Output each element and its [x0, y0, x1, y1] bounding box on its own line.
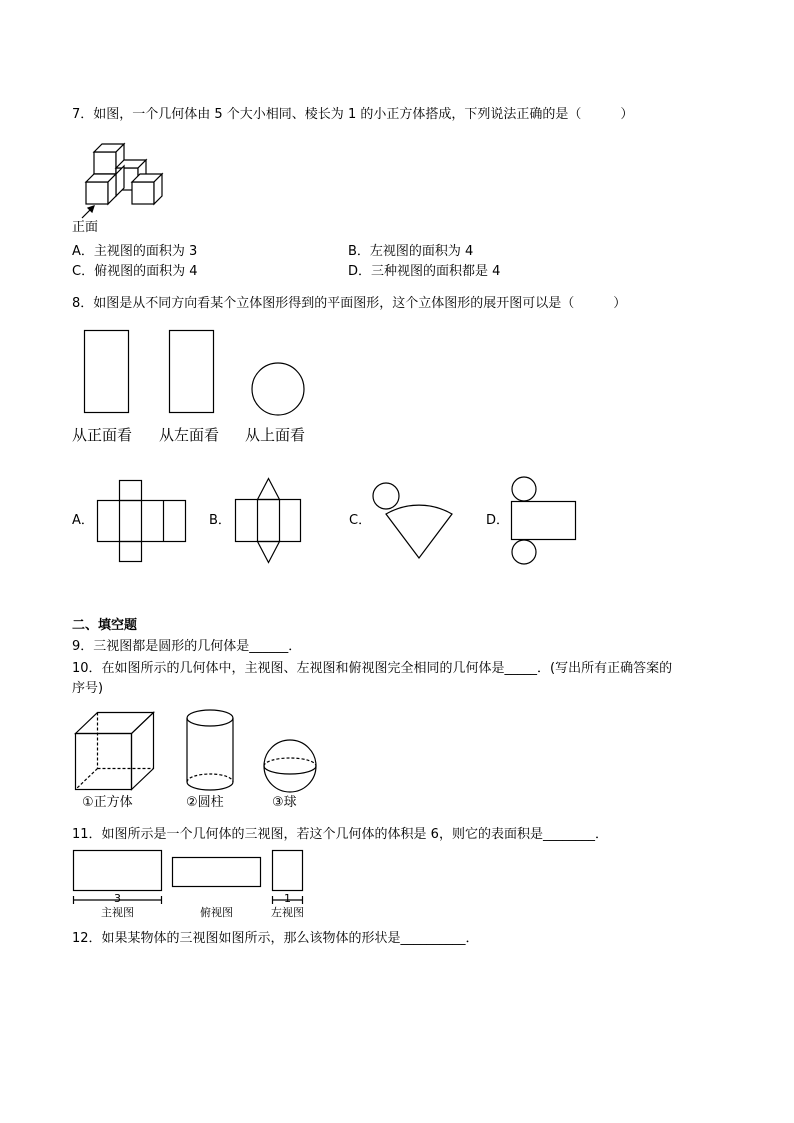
- q9-stem: 9．三视图都是圆形的几何体是______．: [72, 639, 302, 654]
- q7-stem: 7．如图，一个几何体由 5 个大小相同、棱长为 1 的小正方体搭成，下列说法正确的是（ ）: [72, 107, 634, 122]
- q10-cube-figure: [74, 711, 156, 793]
- q10-stem-line2: 序号): [72, 681, 104, 696]
- q10-sphere-label: ③球: [272, 795, 297, 810]
- q8-stem: 8．如图是从不同方向看某个立体图形得到的平面图形，这个立体图形的展开图可以是（ ）: [72, 296, 627, 311]
- section-2-title: 二、填空题: [72, 618, 138, 633]
- q10-cube-label: ①正方体: [82, 795, 133, 810]
- q8-option-a-net: [97, 480, 187, 562]
- q10-stem-line1: 10．在如图所示的几何体中，主视图、左视图和俯视图完全相同的几何体是_____．(写出所有正确答案的: [72, 661, 673, 676]
- q7-option-d: D．三种视图的面积都是 4: [348, 264, 501, 279]
- q8-left-view-rect: [169, 330, 215, 414]
- q8-option-b-label: B．: [209, 513, 231, 528]
- q11-top-view-figure: [172, 857, 264, 889]
- q7-front-label: 正面: [72, 220, 99, 235]
- q7-option-a: A．主视图的面积为 3: [72, 244, 198, 259]
- q12-stem: 12．如果某物体的三视图如图所示，那么该物体的形状是__________．: [72, 931, 479, 946]
- q8-view-front-label: 从正面看: [72, 426, 133, 444]
- q8-option-d-net: [509, 476, 579, 566]
- q10-sphere-figure: [262, 738, 318, 794]
- q11-left-view-label: 左视图: [271, 906, 304, 919]
- q10-cylinder-label: ②圆柱: [186, 795, 224, 810]
- q11-stem: 11．如图所示是一个几何体的三视图，若这个几何体的体积是 6，则它的表面积是________．: [72, 827, 608, 842]
- q8-option-c-label: C．: [349, 513, 372, 528]
- q11-top-view-label: 俯视图: [200, 906, 233, 919]
- q7-cube-stack-figure: [70, 138, 170, 228]
- q11-front-dimension: 3: [114, 892, 121, 905]
- q8-option-a-label: A．: [72, 513, 94, 528]
- q8-option-d-label: D．: [486, 513, 510, 528]
- q8-view-top-label: 从上面看: [245, 426, 306, 444]
- q8-front-view-rect: [84, 330, 130, 414]
- q11-left-dimension: 1: [284, 892, 291, 905]
- q7-option-c: C．俯视图的面积为 4: [72, 264, 198, 279]
- q11-front-view-label: 主视图: [101, 906, 134, 919]
- q10-cylinder-figure: [185, 709, 237, 793]
- q8-view-left-label: 从左面看: [159, 426, 220, 444]
- q8-option-b-net: [235, 478, 303, 564]
- q8-top-view-circle: [251, 362, 305, 416]
- q8-option-c-net: [368, 480, 458, 560]
- q7-option-b: B．左视图的面积为 4: [348, 244, 474, 259]
